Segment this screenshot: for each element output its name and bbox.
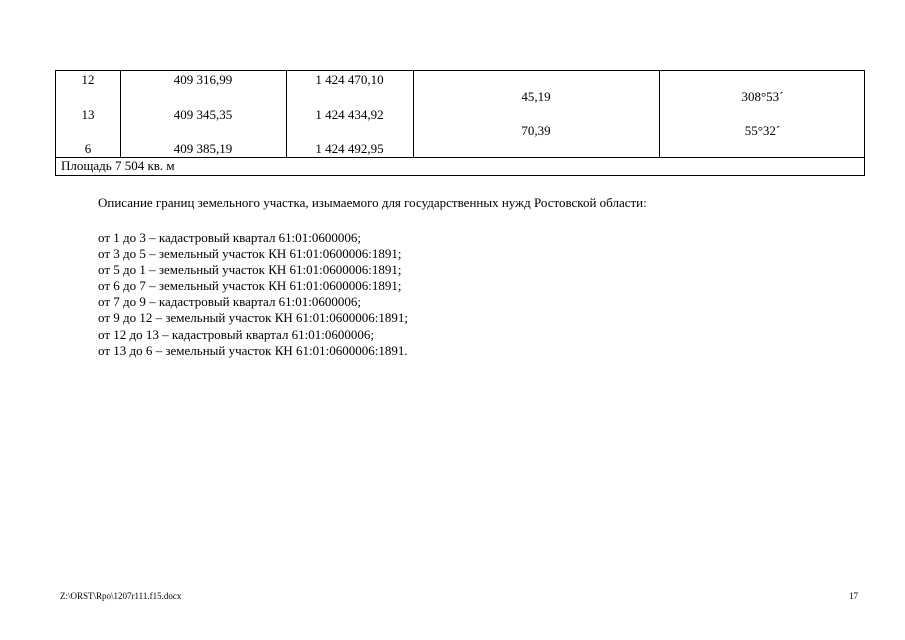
y-coordinate: 1 424 434,92 <box>315 107 384 122</box>
page-number: 17 <box>849 591 858 601</box>
list-item: от 3 до 5 – земельный участок КН 61:01:0600006:1891; <box>98 246 402 262</box>
segment-angle: 55°32´ <box>744 123 781 138</box>
x-coordinate: 409 385,19 <box>173 141 233 156</box>
x-coordinate: 409 316,99 <box>173 72 233 87</box>
list-item: от 12 до 13 – кадастровый квартал 61:01:0600006; <box>98 326 375 342</box>
list-item: от 5 до 1 – земельный участок КН 61:01:0600006:1891; <box>98 262 402 278</box>
list-item: от 13 до 6 – земельный участок КН 61:01:0600006:1891. <box>98 342 408 358</box>
point-number: 13 <box>81 107 95 122</box>
segment-length: 45,19 <box>521 89 551 104</box>
segment-angle: 308°53´ <box>741 89 784 104</box>
list-item: от 7 до 9 – кадастровый квартал 61:01:0600006; <box>98 294 362 310</box>
point-number: 6 <box>84 141 92 156</box>
boundaries-list <box>98 230 408 359</box>
boundaries-heading: Описание границ земельного участка, изымаемого для государственных нужд Ростовской области: <box>98 195 647 210</box>
table-column-divider <box>659 71 660 157</box>
list-item: от 9 до 12 – земельный участок КН 61:01:0600006:1891; <box>98 310 409 326</box>
x-coordinate: 409 345,35 <box>173 107 233 122</box>
table-row-divider <box>56 157 864 158</box>
table-column-divider <box>413 71 414 157</box>
list-item: от 6 до 7 – земельный участок КН 61:01:0600006:1891; <box>98 278 402 294</box>
list-item: от 1 до 3 – кадастровый квартал 61:01:0600006; <box>98 230 362 245</box>
coordinates-table <box>55 70 865 176</box>
y-coordinate: 1 424 470,10 <box>315 72 384 87</box>
point-number: 12 <box>81 72 95 87</box>
y-coordinate: 1 424 492,95 <box>315 141 384 156</box>
area-total: Площадь 7 504 кв. м <box>61 158 175 173</box>
footer-file-path: Z:\ORST\Rpo\1207r111.f15.docx <box>60 591 182 601</box>
segment-length: 70,39 <box>521 123 551 138</box>
